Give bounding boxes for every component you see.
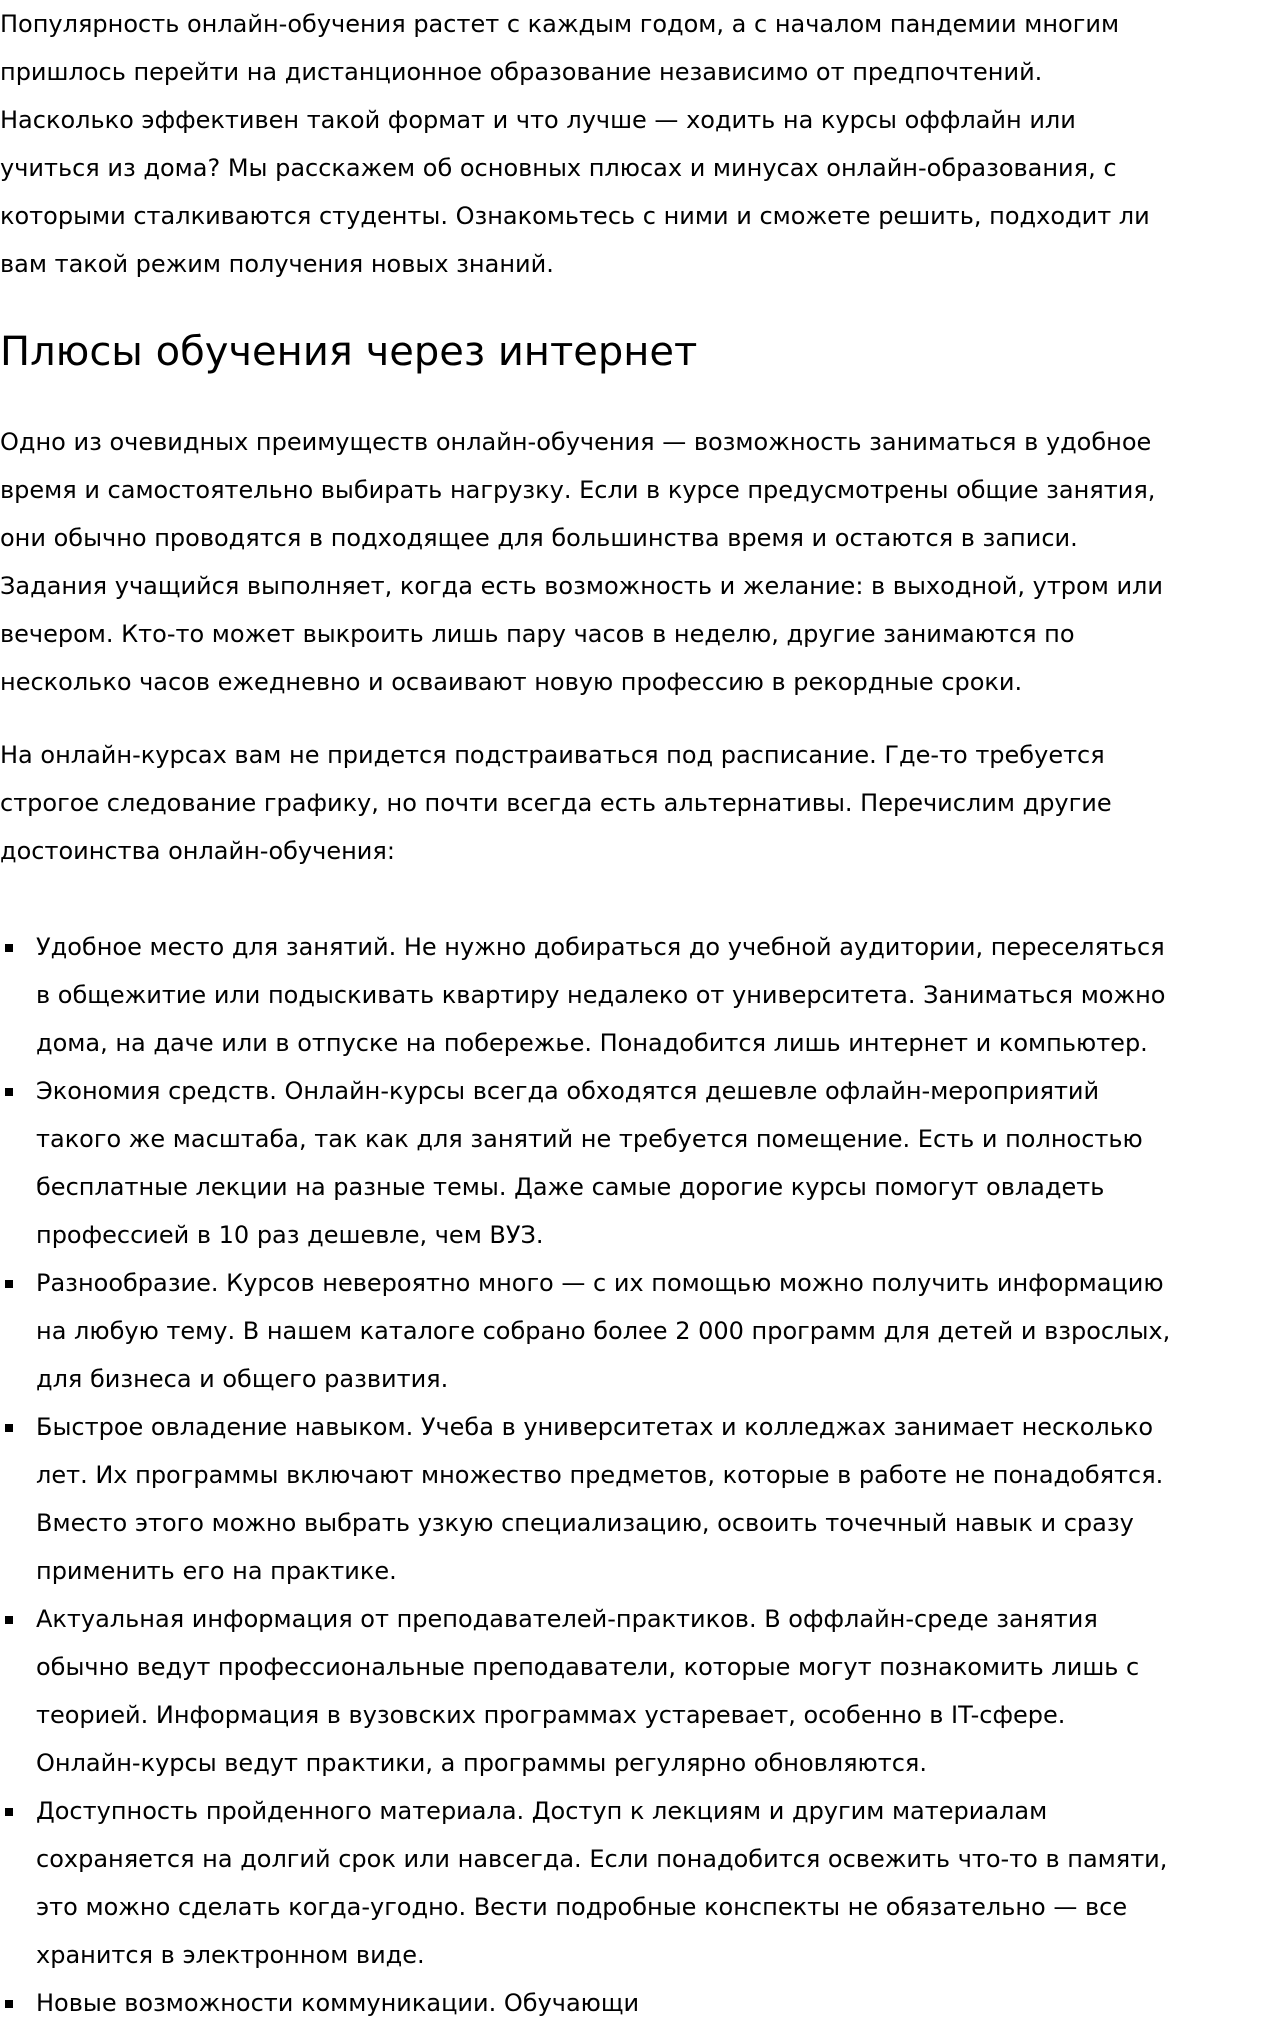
text-line: Актуальная информация от преподавателей-практиков. В оффлайн-среде занятия	[36, 1605, 1098, 1633]
square-bullet-icon	[5, 944, 13, 952]
square-bullet-icon	[5, 2000, 13, 2008]
text-line: профессией в 10 раз дешевле, чем ВУЗ.	[36, 1221, 544, 1249]
text-line: Насколько эффективен такой формат и что лучше — ходить на курсы оффлайн или	[0, 106, 1076, 134]
list-item	[0, 1979, 1270, 2027]
text-line: учиться из дома? Мы расскажем об основных плюсах и минусах онлайн-образования, с	[0, 154, 1117, 182]
text-line: вечером. Кто-то может выкроить лишь пару часов в неделю, другие занимаются по	[0, 620, 1075, 648]
text-line: применить его на практике.	[36, 1557, 397, 1585]
text-line: Экономия средств. Онлайн-курсы всегда обходятся дешевле офлайн-мероприятий	[36, 1077, 1100, 1105]
schedule-paragraph	[0, 731, 1270, 875]
text-line: Онлайн-курсы ведут практики, а программы регулярно обновляются.	[36, 1749, 927, 1777]
text-line: сохраняется на долгий срок или навсегда. Если понадобится освежить что-то в памяти,	[36, 1845, 1168, 1873]
text-line: Удобное место для занятий. Не нужно добираться до учебной аудитории, переселяться	[36, 933, 1165, 961]
text-line: Популярность онлайн-обучения растет с каждым годом, а с началом пандемии многим	[0, 10, 1120, 38]
text-line: несколько часов ежедневно и осваивают новую профессию в рекордные сроки.	[0, 668, 1023, 696]
text-line: это можно сделать когда-угодно. Вести подробные конспекты не обязательно — все	[36, 1893, 1128, 1921]
text-line: дома, на даче или в отпуске на побережье. Понадобится лишь интернет и компьютер.	[36, 1029, 1148, 1057]
text-line: Вместо этого можно выбрать узкую специализацию, освоить точечный навык и сразу	[36, 1509, 1134, 1537]
square-bullet-icon	[5, 1616, 13, 1624]
text-line: в общежитие или подыскивать квартиру недалеко от университета. Заниматься можно	[36, 981, 1166, 1009]
list-item	[0, 1787, 1270, 1979]
square-bullet-icon	[5, 1424, 13, 1432]
text-line: время и самостоятельно выбирать нагрузку. Если в курсе предусмотрены общие занятия,	[0, 476, 1156, 504]
flexibility-paragraph	[0, 418, 1270, 706]
text-line: Одно из очевидных преимуществ онлайн-обучения — возможность заниматься в удобное	[0, 428, 1152, 456]
list-item	[0, 1595, 1270, 1787]
list-item	[0, 923, 1270, 1067]
text-line: вам такой режим получения новых знаний.	[0, 250, 554, 278]
text-line: они обычно проводятся в подходящее для большинства время и остаются в записи.	[0, 524, 1078, 552]
text-line: лет. Их программы включают множество предметов, которые в работе не понадобятся.	[36, 1461, 1164, 1489]
text-line: На онлайн-курсах вам не придется подстраиваться под расписание. Где-то требуется	[0, 741, 1105, 769]
text-line: хранится в электронном виде.	[36, 1941, 425, 1969]
text-line: которыми сталкиваются студенты. Ознакомьтесь с ними и сможете решить, подходит ли	[0, 202, 1150, 230]
text-line: обычно ведут профессиональные преподаватели, которые могут познакомить лишь с	[36, 1653, 1140, 1681]
text-line: Задания учащийся выполняет, когда есть возможность и желание: в выходной, утром или	[0, 572, 1163, 600]
list-item	[0, 1067, 1270, 1259]
text-line: бесплатные лекции на разные темы. Даже самые дорогие курсы помогут овладеть	[36, 1173, 1105, 1201]
text-line: Новые возможности коммуникации. Обучающи	[36, 1989, 640, 2017]
text-line: достоинства онлайн-обучения:	[0, 837, 395, 865]
square-bullet-icon	[5, 1280, 13, 1288]
text-line: Разнообразие. Курсов невероятно много — с их помощью можно получить информацию	[36, 1269, 1164, 1297]
text-line: Быстрое овладение навыком. Учеба в университетах и колледжах занимает несколько	[36, 1413, 1154, 1441]
text-line: для бизнеса и общего развития.	[36, 1365, 449, 1393]
square-bullet-icon	[5, 1088, 13, 1096]
text-line: теорией. Информация в вузовских программах устаревает, особенно в IT-сфере.	[36, 1701, 1066, 1729]
text-line: строгое следование графику, но почти всегда есть альтернативы. Перечислим другие	[0, 789, 1112, 817]
text-line: такого же масштаба, так как для занятий не требуется помещение. Есть и полностью	[36, 1125, 1143, 1153]
text-line: на любую тему. В нашем каталоге собрано более 2 000 программ для детей и взрослых,	[36, 1317, 1171, 1345]
section-heading: Плюсы обучения через интернет	[0, 329, 698, 375]
text-line: Доступность пройденного материала. Доступ к лекциям и другим материалам	[36, 1797, 1048, 1825]
advantages-list	[0, 923, 1270, 2027]
list-item	[0, 1403, 1270, 1595]
text-line: пришлось перейти на дистанционное образование независимо от предпочтений.	[0, 58, 1043, 86]
square-bullet-icon	[5, 1808, 13, 1816]
intro-paragraph	[0, 0, 1270, 288]
list-item	[0, 1259, 1270, 1403]
